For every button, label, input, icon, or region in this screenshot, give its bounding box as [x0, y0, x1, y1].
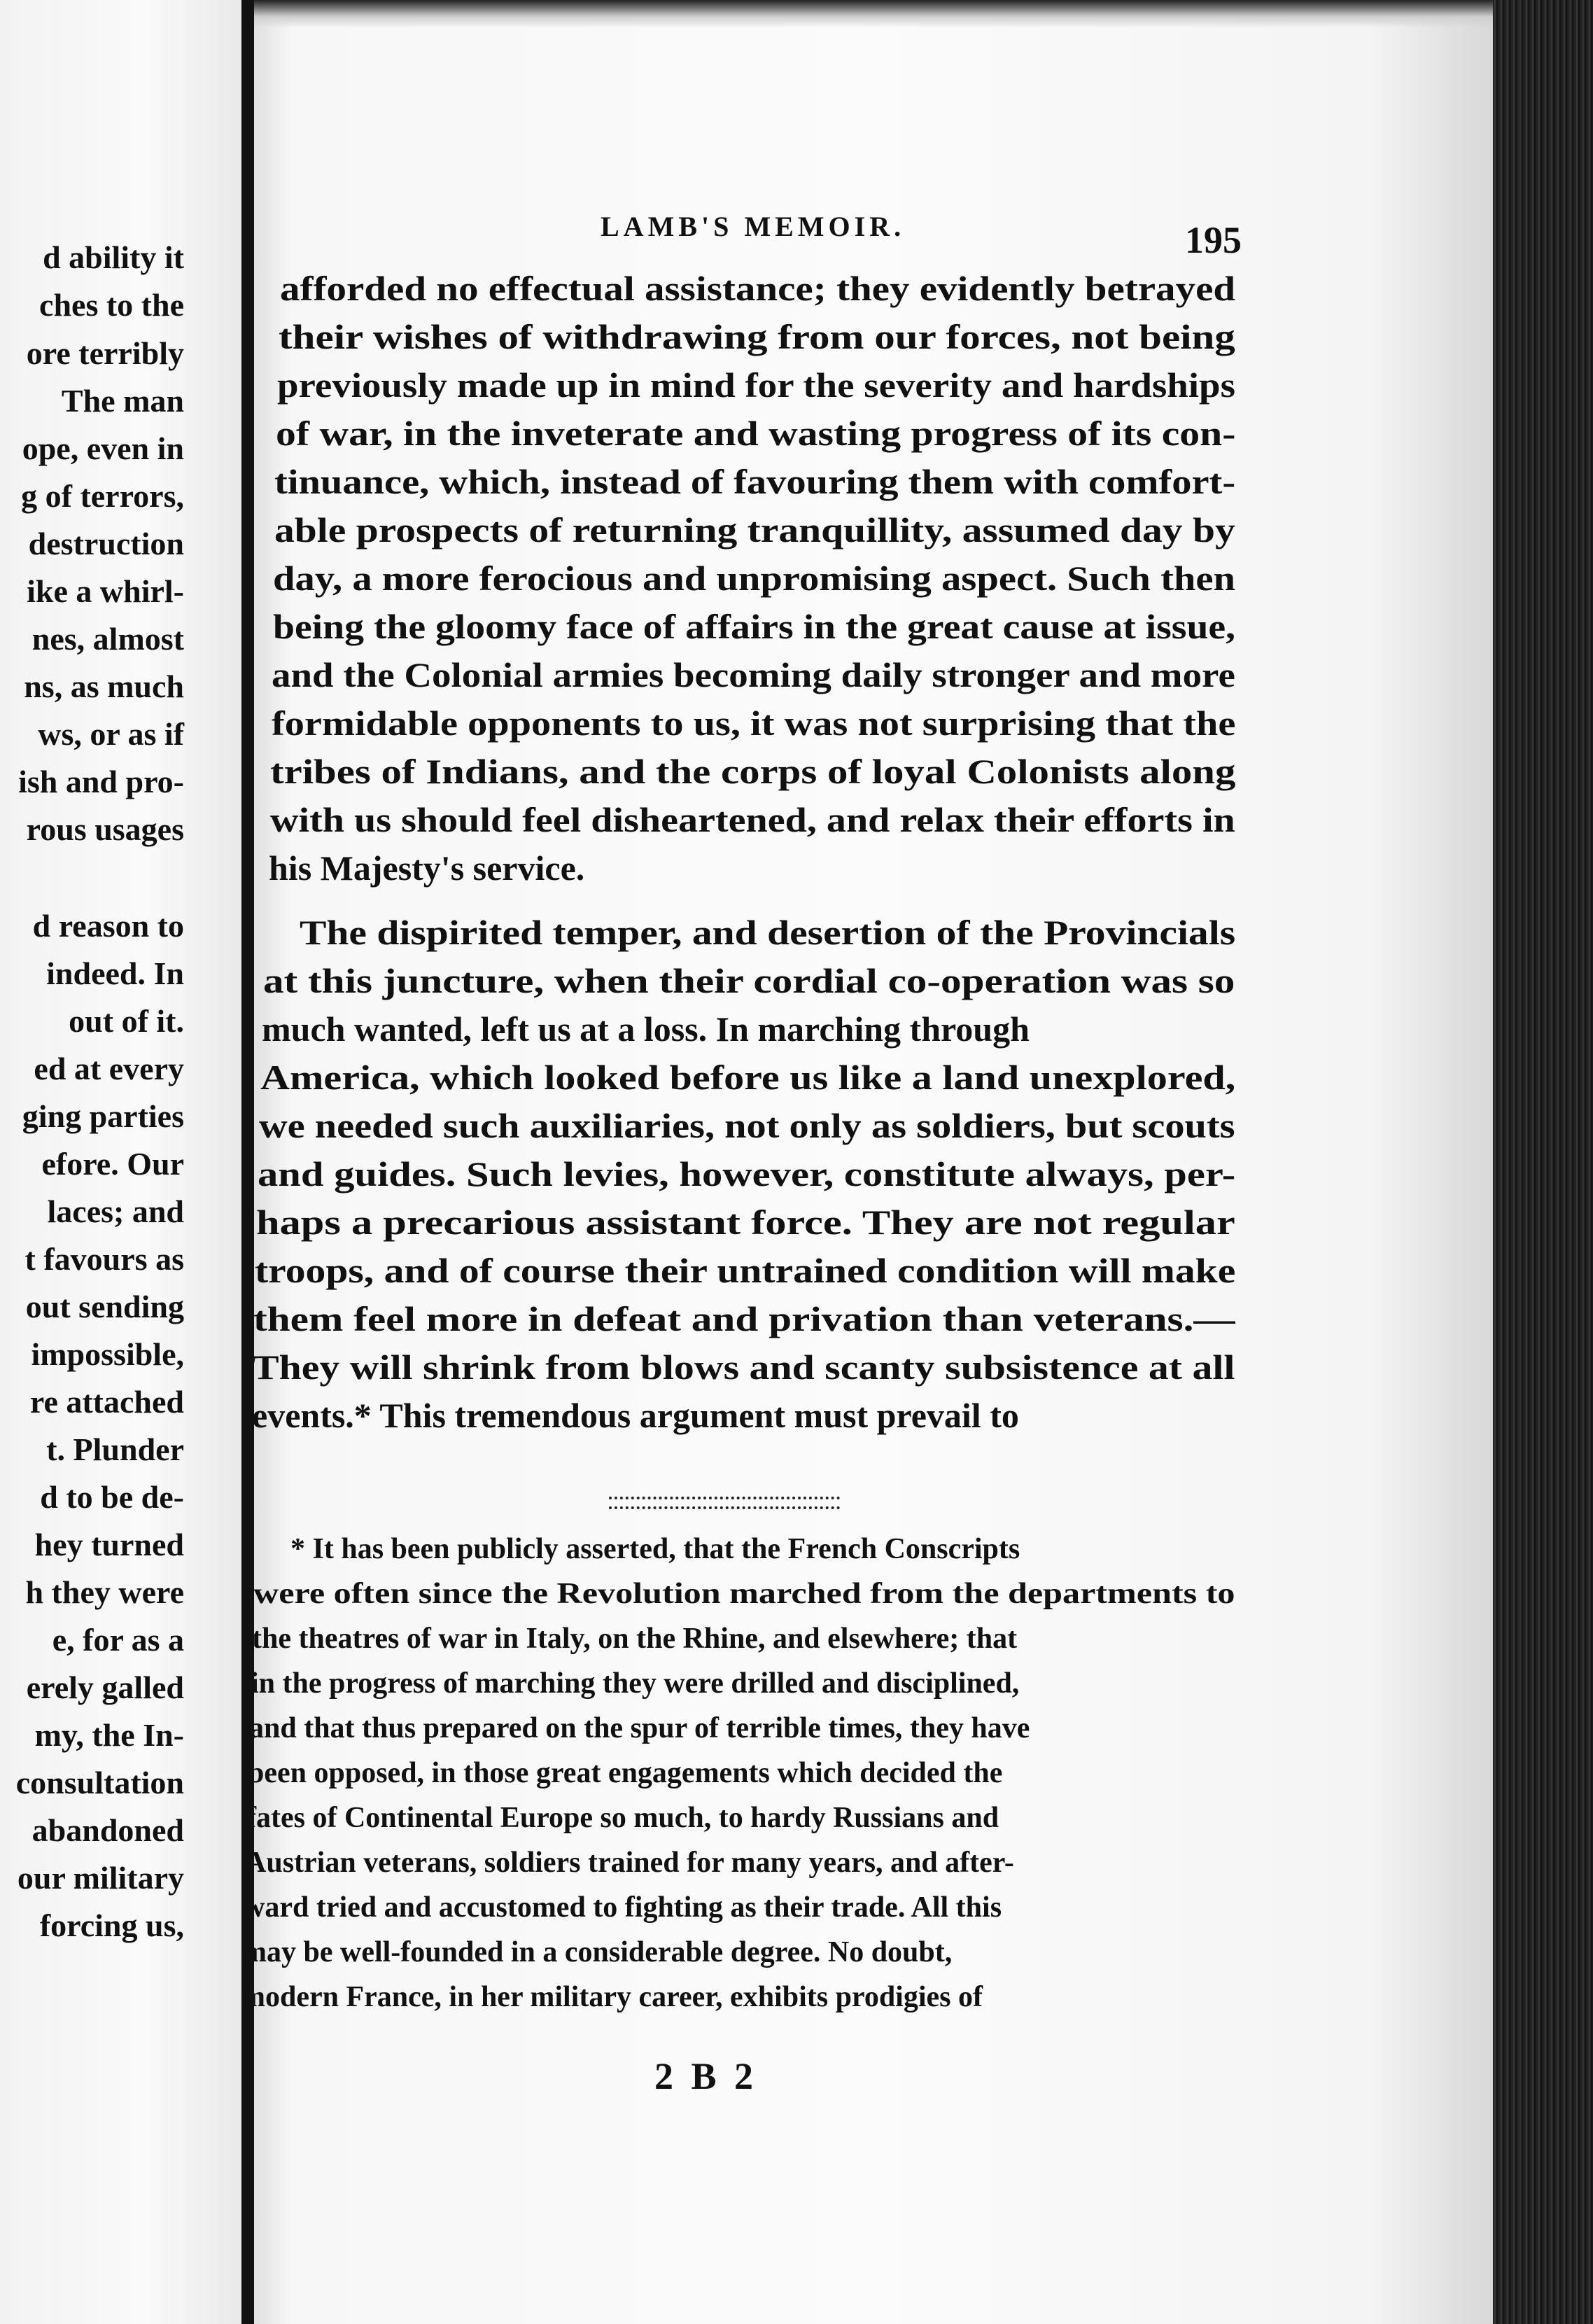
body-line: previously made up in mind for the severity and hardships — [277, 365, 1235, 405]
body-line: haps a precarious assistant force. They are not regular — [256, 1203, 1235, 1242]
body-line: afforded no effectual assistance; they evidently betrayed — [280, 269, 1236, 308]
page-block-edge — [1493, 0, 1593, 2324]
footnote-line: were often since the Revolution marched from the departments to — [253, 1578, 1235, 1610]
left-page-line: our military — [17, 1860, 184, 1896]
body-line: with us should feel disheartened, and relax their efforts in — [270, 800, 1235, 839]
body-line: them feel more in defeat and privation than veterans.— — [253, 1299, 1235, 1338]
left-page-line: g of terrors, — [21, 478, 184, 514]
left-page-line: ish and pro- — [18, 764, 184, 799]
left-page-line: laces; and — [47, 1194, 184, 1229]
left-page-line: h they were — [25, 1574, 184, 1610]
left-page-line: ike a whirl- — [27, 573, 184, 609]
body-line: being the gloomy face of affairs in the great cause at issue, — [273, 607, 1236, 646]
left-page-line: t favours as — [24, 1241, 184, 1277]
footnote-line: and that thus prepared on the spur of terrible times, they have — [249, 1712, 1030, 1744]
left-facing-page — [0, 0, 241, 2324]
left-page-line: destruction — [28, 526, 184, 561]
footnote-line: fates of Continental Europe so much, to hardy Russians and — [246, 1802, 999, 1834]
page-top-shadow — [254, 0, 1493, 28]
footnote-line: the theatres of war in Italy, on the Rhine, and elsewhere; that — [252, 1623, 1018, 1655]
left-page-line: t. Plunder — [46, 1432, 184, 1467]
left-page-line: ed at every — [34, 1051, 184, 1086]
footnote-line: may be well-founded in a considerable degree. No doubt, — [242, 1936, 953, 1968]
left-page-line: my, the In- — [34, 1717, 184, 1753]
footnote-line: * It has been publicly asserted, that the French Conscripts — [290, 1533, 1020, 1565]
left-page-line: ws, or as if — [38, 716, 184, 752]
body-line: of war, in the inveterate and wasting progress of its con- — [276, 414, 1236, 453]
left-page-line: d to be de- — [40, 1479, 184, 1515]
page-number: 195 — [1185, 219, 1242, 261]
body-line: we needed such auxiliaries, not only as soldiers, but scouts — [259, 1106, 1235, 1145]
left-page-line: erely galled — [26, 1670, 184, 1705]
footnote-separator — [609, 1497, 840, 1509]
body-line: their wishes of withdrawing from our forces, not being — [279, 317, 1235, 356]
left-page-line: ore terribly — [26, 335, 184, 371]
body-line: America, which looked before us like a land unexplored, — [260, 1058, 1236, 1097]
left-page-line: ches to the — [39, 287, 184, 323]
footnote-line: ward tried and accustomed to fighting as their trade. All this — [244, 1891, 1002, 1924]
left-page-line: d reason to — [32, 908, 184, 944]
signature-mark: 2 B 2 — [654, 2055, 758, 2097]
left-page-line: impossible, — [31, 1336, 184, 1372]
left-page-line: abandoned — [31, 1812, 184, 1848]
body-line: day, a more ferocious and unpromising aspect. Such then — [273, 559, 1236, 598]
body-line: his Majesty's service. — [269, 848, 585, 888]
body-line: events.* This tremendous argument must prevail to — [252, 1396, 1019, 1435]
left-page-line: out sending — [25, 1289, 184, 1324]
left-page-line: d ability it — [43, 239, 184, 275]
body-line: tribes of Indians, and the corps of loyal Colonists along — [270, 752, 1236, 791]
body-line: at this juncture, when their cordial co-operation was so — [263, 961, 1235, 1000]
body-line: tinuance, which, instead of favouring them with comfort- — [274, 462, 1236, 501]
running-head: LAMB'S MEMOIR. — [601, 211, 906, 242]
left-page-line: out of it. — [69, 1003, 184, 1039]
footnote-line: in the progress of marching they were drilled and disciplined, — [251, 1667, 1020, 1700]
body-line: The dispirited temper, and desertion of the Provincials — [300, 913, 1236, 952]
body-line: formidable opponents to us, it was not surprising that the — [272, 704, 1236, 743]
left-page-line: hey turned — [34, 1527, 184, 1562]
left-page-line: e, for as a — [52, 1622, 184, 1658]
footnote-line: been opposed, in those great engagements which decided the — [248, 1757, 1003, 1789]
left-page-line: consultation — [15, 1765, 184, 1800]
footnote-line: Austrian veterans, soldiers trained for many years, and after- — [245, 1847, 1014, 1879]
left-page-line: indeed. In — [46, 955, 184, 991]
left-page-line: ope, even in — [22, 430, 184, 466]
left-page-line: ging parties — [22, 1098, 184, 1134]
left-page-line: The man — [61, 383, 184, 419]
left-page-line: ns, as much — [24, 668, 184, 704]
left-page-line: rous usages — [26, 811, 184, 847]
body-line: and the Colonial armies becoming daily stronger and more — [272, 655, 1235, 694]
left-page-line: efore. Our — [41, 1146, 184, 1182]
body-line: troops, and of course their untrained condition will make — [255, 1251, 1236, 1290]
footnote-line: modern France, in her military career, exhibits prodigies of — [241, 1981, 983, 2013]
body-line: and guides. Such levies, however, constitute always, per- — [258, 1154, 1236, 1194]
body-line: They will shrink from blows and scanty subsistence at all — [252, 1348, 1235, 1387]
body-line: much wanted, left us at a loss. In marching through — [262, 1009, 1030, 1049]
body-line: able prospects of returning tranquillity, assumed day by — [274, 510, 1235, 550]
left-page-line: nes, almost — [31, 621, 184, 657]
left-page-line: forcing us, — [39, 1907, 184, 1943]
left-page-line: re attached — [29, 1384, 184, 1420]
